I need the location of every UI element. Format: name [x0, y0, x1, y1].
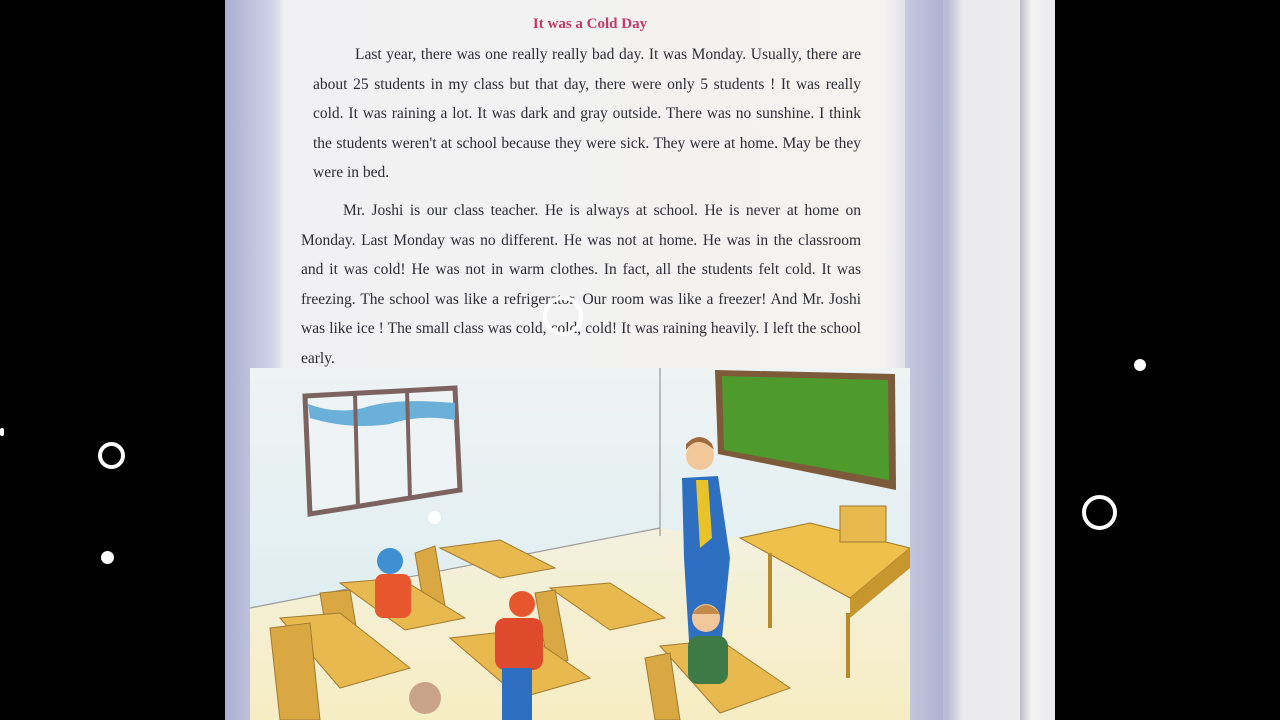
touch-indicator-dot: [0, 428, 4, 436]
touch-indicator-ring: [543, 296, 583, 336]
classroom-illustration: [250, 368, 910, 720]
next-page-edge: [1020, 0, 1055, 720]
story-title: It was a Cold Day: [532, 16, 648, 32]
touch-indicator-ring: [1082, 495, 1117, 530]
touch-indicator-dot: [428, 511, 441, 524]
page-right-edge: [905, 0, 943, 720]
window-image: [305, 388, 460, 514]
touch-indicator-dot: [1134, 359, 1146, 371]
textbook-photo: [225, 0, 1055, 720]
touch-indicator-dot: [101, 551, 114, 564]
paragraph-1: Last year, there was one really really bad day. It was Monday. Usually, there are about 25 students in my class but that day, there were only 5 students ! It was really cold. It was raining a lot. It was dark and gray outside. There was no sunshine. I think the students weren't at school because they were sick. They were at home. May be they were in bed.: [313, 46, 861, 181]
paragraph-2: Mr. Joshi is our class teacher. He is always at school. He is never at home on Monday. Last Monday was no different. He was not at home. He was in the classroom and it was cold! He was not in warm clothes. In fact, all the students felt cold. It was freezing. The school was like a refrigerator. Our room was like a freezer! And Mr. Joshi was like ice ! The small class was cold, cold, cold! It was raining heavily. I left the school early.: [301, 202, 861, 367]
touch-indicator-ring: [98, 442, 125, 469]
